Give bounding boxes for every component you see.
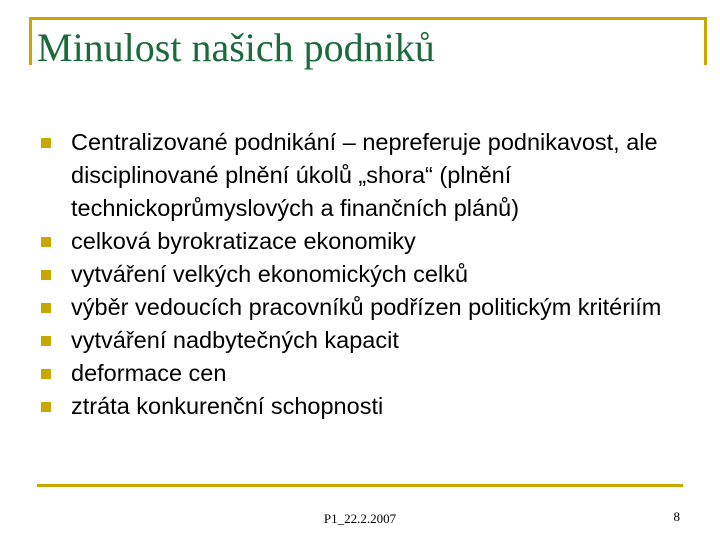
bullet-item <box>41 390 701 423</box>
square-bullet-icon <box>41 237 51 247</box>
square-bullet-icon <box>41 402 51 412</box>
bullet-item <box>41 291 701 324</box>
page-number: 8 <box>673 509 680 524</box>
bullet-text: vytváření velkých ekonomických celků <box>71 261 469 287</box>
bullet-text: deformace cen <box>71 360 227 386</box>
square-bullet-icon <box>41 336 51 346</box>
title-frame-right-rule <box>704 17 707 65</box>
bullet-text: Centralizované podnikání – nepreferuje podnikavost, ale disciplinované plnění úkolů „shora“ (plnění technickoprůmyslových a finančních plánů) <box>71 129 658 221</box>
bullet-text: ztráta konkurenční schopnosti <box>71 393 384 419</box>
square-bullet-icon <box>41 138 51 148</box>
bullet-item <box>41 324 701 357</box>
bullet-item <box>41 357 701 390</box>
slide-title: Minulost našich podniků <box>37 25 435 70</box>
title-frame-left-rule <box>29 17 32 65</box>
square-bullet-icon <box>41 303 51 313</box>
bullet-text: celková byrokratizace ekonomiky <box>71 228 416 254</box>
bullet-item <box>41 126 701 225</box>
bullet-text: výběr vedoucích pracovníků podřízen politickým kritériím <box>71 294 662 320</box>
bullet-list <box>41 126 701 423</box>
bullet-item <box>41 225 701 258</box>
bullet-item <box>41 258 701 291</box>
footer-rule <box>37 484 683 487</box>
title-frame-top-rule <box>29 17 707 20</box>
footer-label: P1_22.2.2007 <box>323 511 397 526</box>
bullet-text: vytváření nadbytečných kapacit <box>71 327 399 353</box>
square-bullet-icon <box>41 369 51 379</box>
square-bullet-icon <box>41 270 51 280</box>
